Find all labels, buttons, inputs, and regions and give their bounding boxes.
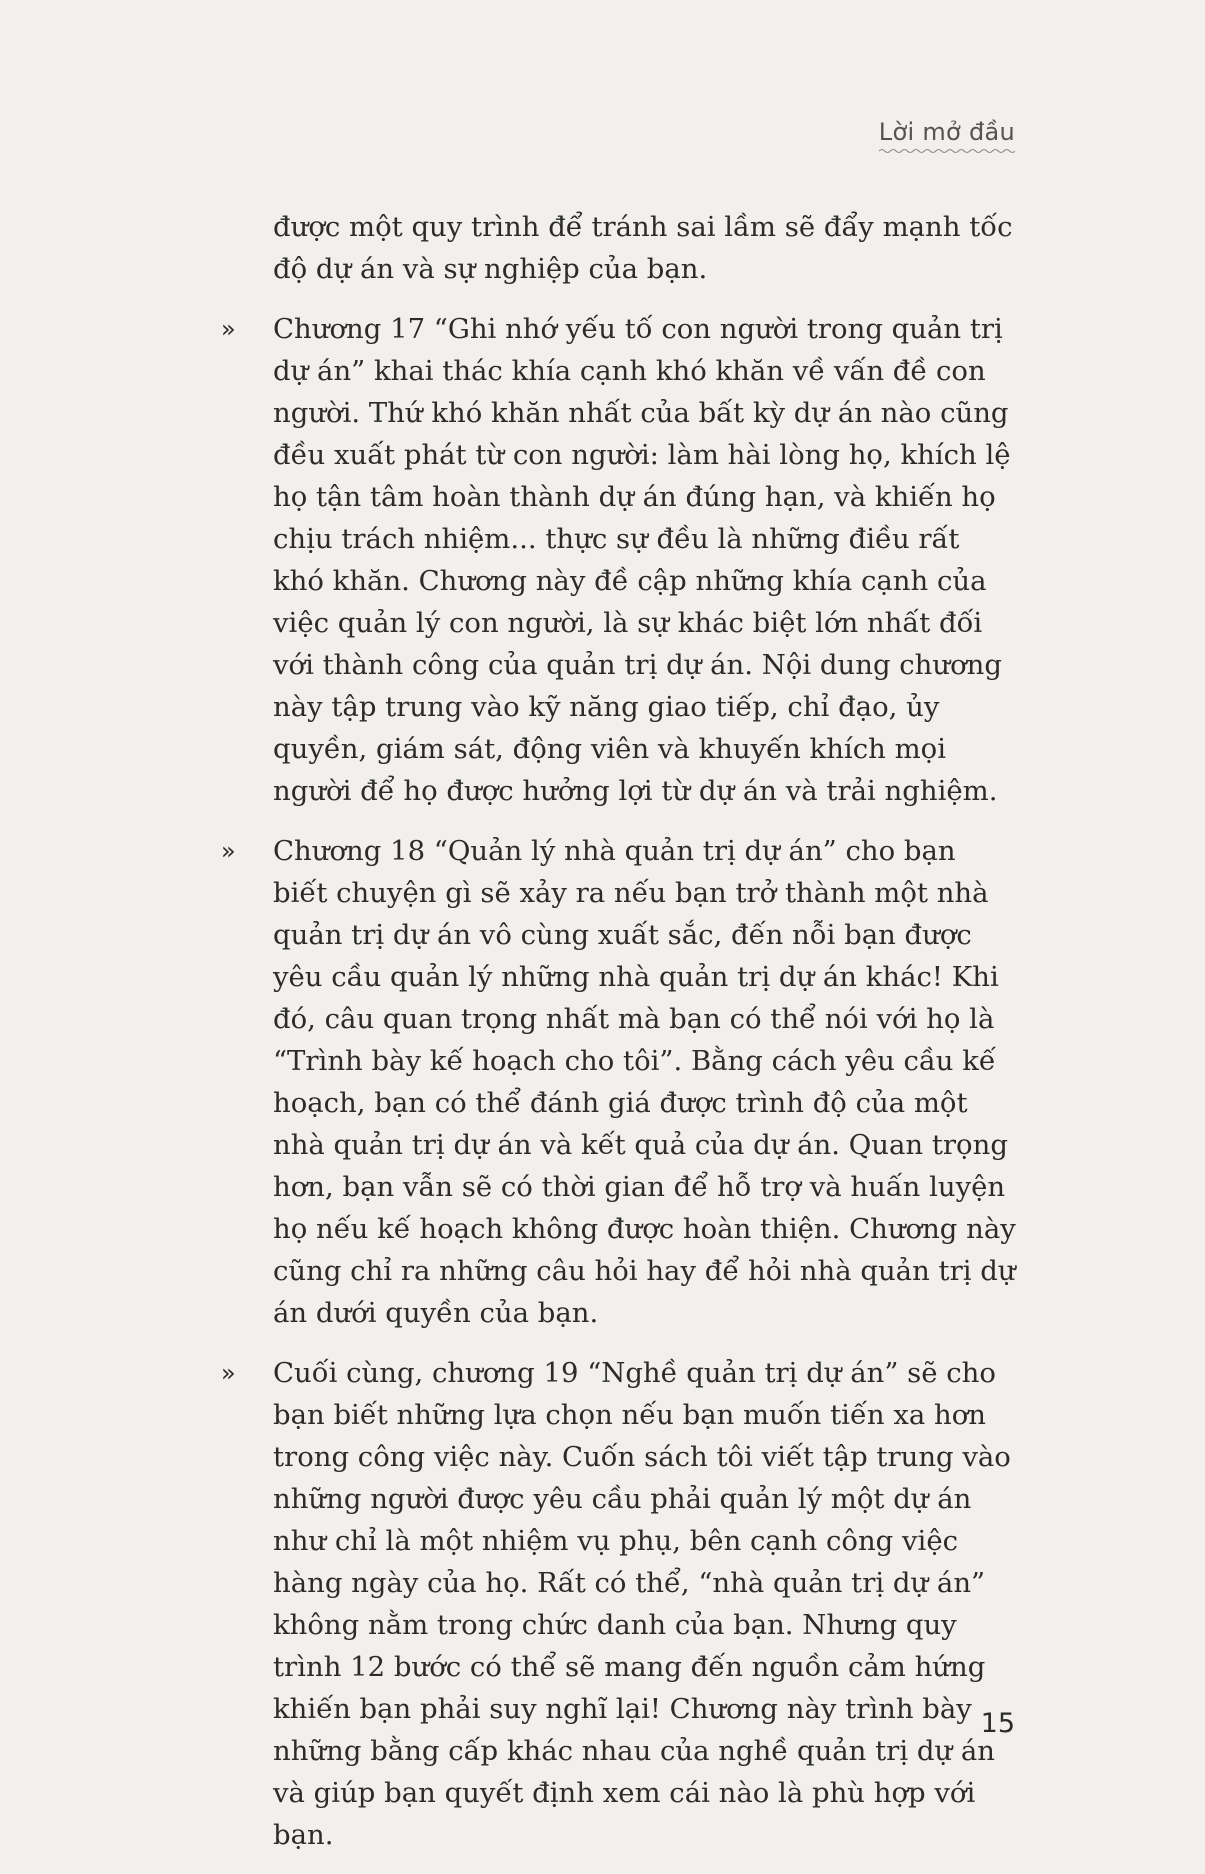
- running-header-title: Lời mở đầu: [878, 118, 1015, 146]
- bullet-marker: »: [221, 1359, 236, 1387]
- wavy-underline-icon: [879, 148, 1015, 154]
- bullet-text: Cuối cùng, chương 19 “Nghề quản trị dự án” sẽ cho bạn biết những lựa chọn nếu bạn muốn tiến xa hơn trong công việc này. Cuốn sách tôi viết tập trung vào những người được yêu cầu phải quản lý một dự án như chỉ là một nhiệm vụ phụ, bên cạnh công việc hàng ngày của họ. Rất có thể, “nhà quản trị dự án” không nằm trong chức danh của bạn. Nhưng quy trình 12 bước có thể sẽ mang đến nguồn cảm hứng khiến bạn phải suy nghĩ lại! Chương này trình bày những bằng cấp khác nhau của nghề quản trị dự án và giúp bạn quyết định xem cái nào là phù hợp với bạn.: [273, 1357, 1011, 1851]
- continuation-paragraph: được một quy trình để tránh sai lầm sẽ đẩy mạnh tốc độ dự án và sự nghiệp của bạn.: [273, 211, 1013, 285]
- bullet-item-chapter-17: [221, 308, 1017, 812]
- bullet-text: Chương 17 “Ghi nhớ yếu tố con người trong quản trị dự án” khai thác khía cạnh khó khăn về vấn đề con người. Thứ khó khăn nhất của bất kỳ dự án nào cũng đều xuất phát từ con người: làm hài lòng họ, khích lệ họ tận tâm hoàn thành dự án đúng hạn, và khiến họ chịu trách nhiệm... thực sự đều là những điều rất khó khăn. Chương này đề cập những khía cạnh của việc quản lý con người, là sự khác biệt lớn nhất đối với thành công của quản trị dự án. Nội dung chương này tập trung vào kỹ năng giao tiếp, chỉ đạo, ủy quyền, giám sát, động viên và khuyến khích mọi người để họ được hưởng lợi từ dự án và trải nghiệm.: [273, 313, 1011, 807]
- bullet-text: Chương 18 “Quản lý nhà quản trị dự án” cho bạn biết chuyện gì sẽ xảy ra nếu bạn trở thành một nhà quản trị dự án vô cùng xuất sắc, đến nỗi bạn được yêu cầu quản lý những nhà quản trị dự án khác! Khi đó, câu quan trọng nhất mà bạn có thể nói với họ là “Trình bày kế hoạch cho tôi”. Bằng cách yêu cầu kế hoạch, bạn có thể đánh giá được trình độ của một nhà quản trị dự án và kết quả của dự án. Quan trọng hơn, bạn vẫn sẽ có thời gian để hỗ trợ và huấn luyện họ nếu kế hoạch không được hoàn thiện. Chương này cũng chỉ ra những câu hỏi hay để hỏi nhà quản trị dự án dưới quyền của bạn.: [273, 835, 1016, 1329]
- bullet-marker: »: [221, 837, 236, 865]
- page-body: [221, 206, 1017, 1874]
- bullet-marker: »: [221, 315, 236, 343]
- bullet-item-chapter-18: [221, 830, 1017, 1334]
- bullet-item-chapter-19: [221, 1352, 1017, 1856]
- page-number: 15: [980, 1708, 1015, 1739]
- running-header: [879, 118, 1015, 154]
